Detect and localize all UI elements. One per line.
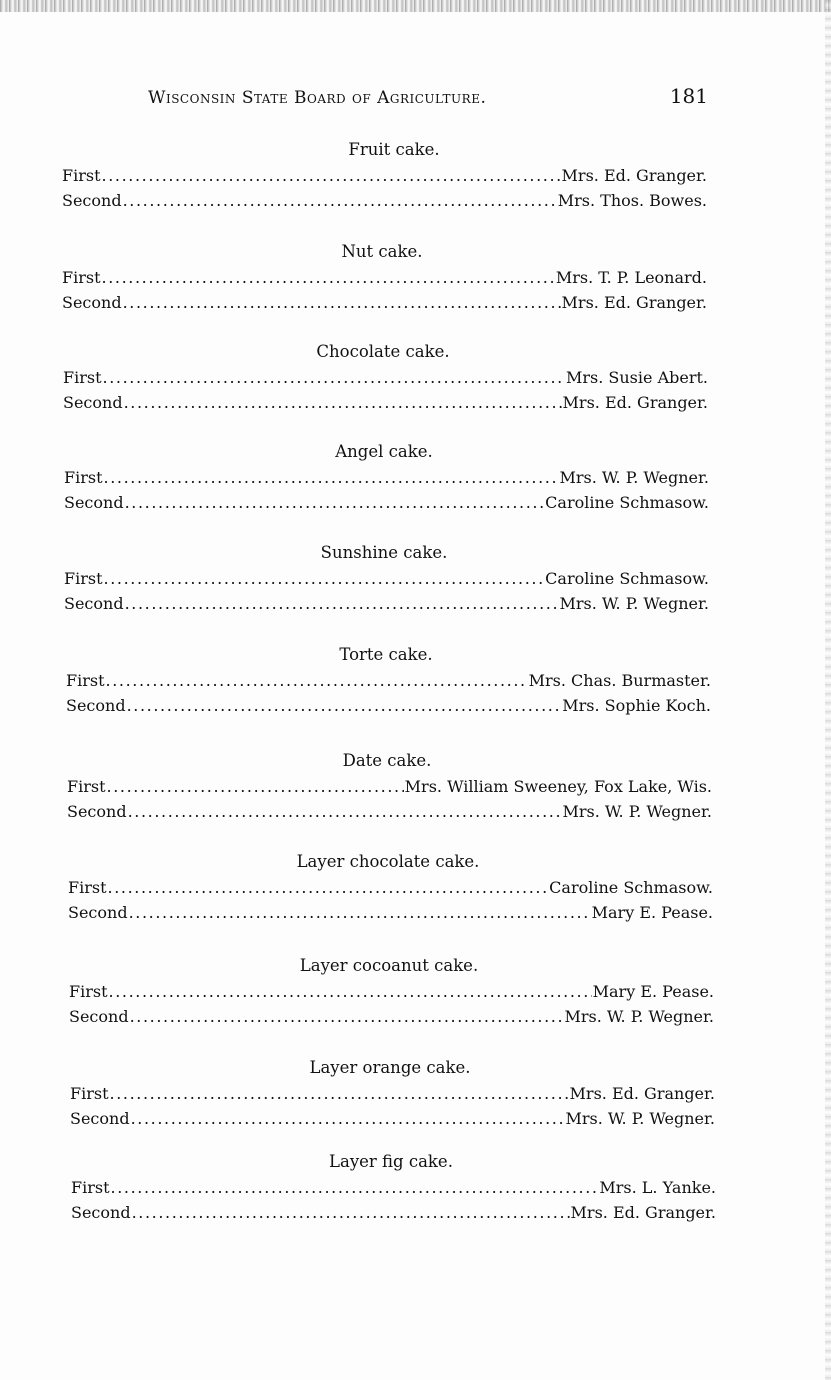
entry-first [64,468,709,492]
dot-leader [123,293,561,312]
winner-name: Caroline Schmasow. [545,569,709,588]
page-right-edge [825,0,831,1380]
place-label: Second [68,903,128,922]
entry-first [62,166,707,190]
dot-leader [106,671,528,690]
entry-second [63,393,708,417]
winner-name: Caroline Schmasow. [545,493,709,512]
section-title: Torte cake. [339,645,433,664]
entry-first [71,1178,716,1202]
place-label: First [66,671,105,690]
place-label: First [68,878,107,897]
winner-name: Mrs. Thos. Bowes. [557,191,707,210]
winner-name: Mrs. W. P. Wegner. [562,802,712,821]
dot-leader [130,1007,564,1026]
entry-first [70,1084,715,1108]
dot-leader [128,802,562,821]
dot-leader [132,1203,570,1222]
place-label: First [64,468,103,487]
dot-leader [131,1109,565,1128]
place-label: Second [64,594,124,613]
winner-name: Mrs. Ed. Granger. [562,393,708,412]
entry-first [63,368,708,392]
dot-leader [108,878,549,897]
entry-second [67,802,712,826]
section-title: Layer cocoanut cake. [299,956,479,975]
entry-second [71,1203,716,1227]
place-label: Second [62,293,122,312]
entry-first [64,569,709,593]
entry-first [68,878,713,902]
entry-first [66,671,711,695]
entry-second [64,493,709,517]
winner-name: Mrs. Sophie Koch. [562,696,711,715]
place-label: First [70,1084,109,1103]
winner-name: Mrs. Ed. Granger. [561,293,707,312]
dot-leader [103,368,565,387]
place-label: Second [69,1007,129,1026]
winner-name: Mary E. Pease. [592,982,714,1001]
winner-name: Mrs. W. P. Wegner. [564,1007,714,1026]
section-title: Layer chocolate cake. [296,852,480,871]
winner-name: Caroline Schmasow. [549,878,713,897]
entry-second [69,1007,714,1031]
place-label: Second [70,1109,130,1128]
section-title: Fruit cake. [348,140,440,159]
dot-leader [102,268,555,287]
section-title: Date cake. [342,751,432,770]
dot-leader [111,1178,599,1197]
entry-first [67,777,712,801]
place-label: First [69,982,108,1001]
place-label: First [62,268,101,287]
place-label: First [63,368,102,387]
place-label: First [62,166,101,185]
section-title: Sunshine cake. [320,543,448,562]
dot-leader [110,1084,569,1103]
winner-name: Mrs. Ed. Granger. [569,1084,715,1103]
place-label: Second [62,191,122,210]
entry-first [62,268,707,292]
entry-second [70,1109,715,1133]
winner-name: Mrs. Ed. Granger. [561,166,707,185]
section-title: Chocolate cake. [316,342,450,361]
dot-leader [107,777,404,796]
winner-name: Mrs. W. P. Wegner. [565,1109,715,1128]
place-label: Second [67,802,127,821]
running-title: Wisconsin State Board of Agriculture. [148,88,487,108]
dot-leader [109,982,592,1001]
entry-second [64,594,709,618]
page-number: 181 [669,84,708,108]
dot-leader [125,493,545,512]
dot-leader [104,468,559,487]
entry-second [62,191,707,215]
page-top-edge [0,0,831,12]
dot-leader [129,903,591,922]
page-header [148,84,708,122]
dot-leader [104,569,545,588]
entry-second [62,293,707,317]
entry-first [69,982,714,1006]
winner-name: Mrs. W. P. Wegner. [559,594,709,613]
dot-leader [124,393,562,412]
winner-name: Mrs. Ed. Granger. [570,1203,716,1222]
entry-second [68,903,713,927]
place-label: First [64,569,103,588]
dot-leader [102,166,561,185]
winner-name: Mrs. T. P. Leonard. [555,268,707,287]
section-title: Layer fig cake. [329,1152,453,1171]
dot-leader [125,594,559,613]
winner-name: Mrs. Susie Abert. [566,368,708,387]
place-label: Second [63,393,123,412]
dot-leader [123,191,557,210]
place-label: First [71,1178,110,1197]
section-title: Layer orange cake. [309,1058,471,1077]
entry-second [66,696,711,720]
winner-name: Mrs. W. P. Wegner. [559,468,709,487]
section-title: Nut cake. [341,242,423,261]
place-label: Second [71,1203,131,1222]
winner-name: Mrs. William Sweeney, Fox Lake, Wis. [404,777,712,796]
place-label: Second [66,696,126,715]
winner-name: Mary E. Pease. [591,903,713,922]
winner-name: Mrs. L. Yanke. [599,1178,716,1197]
dot-leader [127,696,562,715]
place-label: First [67,777,106,796]
section-title: Angel cake. [335,442,433,461]
winner-name: Mrs. Chas. Burmaster. [528,671,711,690]
place-label: Second [64,493,124,512]
